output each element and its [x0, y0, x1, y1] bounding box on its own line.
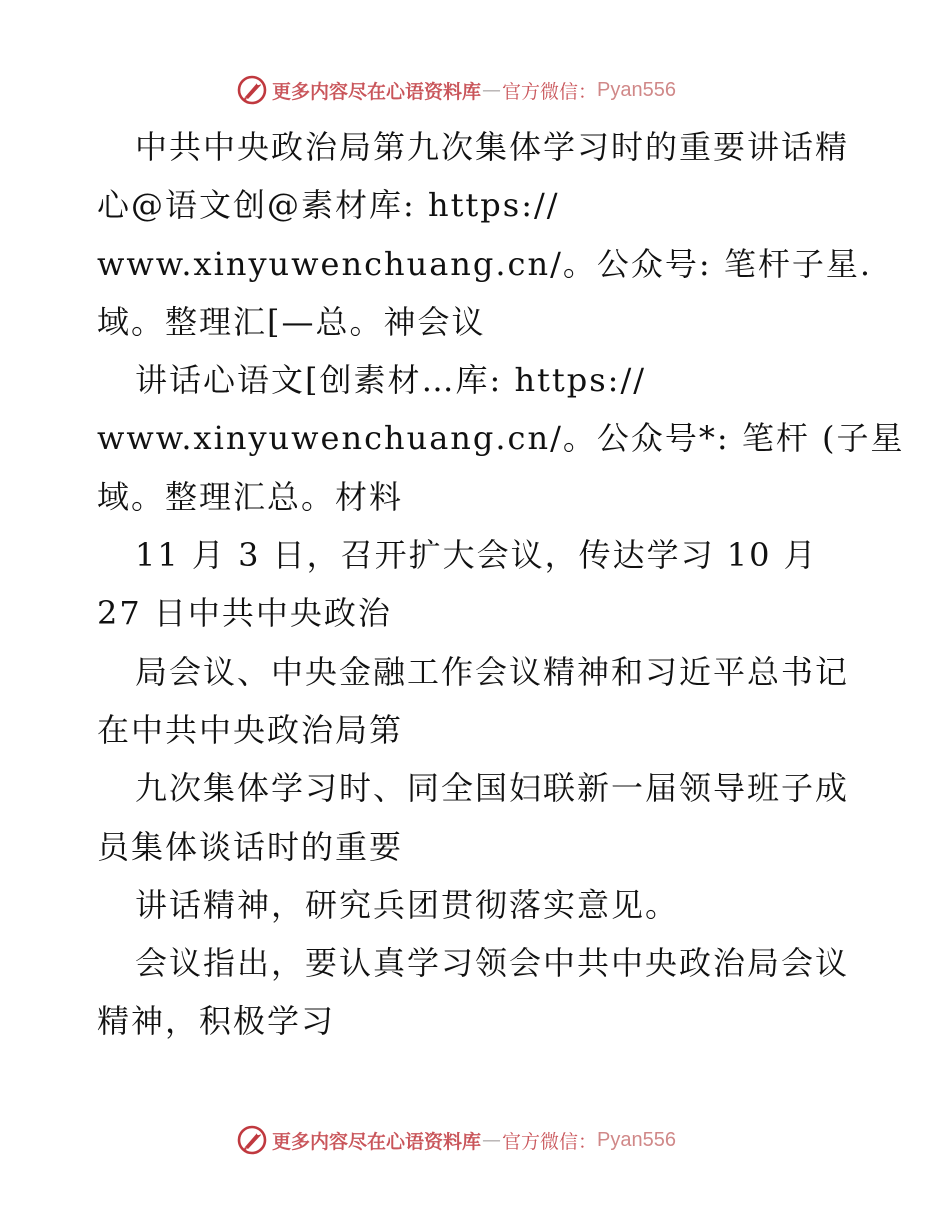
banner-separator: —	[482, 1129, 502, 1151]
banner-wechat-id: Pyan556	[597, 1128, 676, 1151]
banner-text: 更多内容尽在心语资料库	[272, 1130, 482, 1153]
text-line: 讲话心语文[创素材…库: https://	[135, 361, 647, 400]
text-line: 中共中央政治局第九次集体学习时的重要讲话精	[135, 128, 850, 166]
text-line: 在中共中央政治局第	[97, 710, 404, 749]
quill-pen-logo-icon	[236, 74, 268, 106]
banner-separator: —	[482, 79, 502, 101]
quill-pen-logo-icon	[236, 1124, 268, 1156]
banner-wechat-label: 官方微信：	[502, 1130, 598, 1153]
footer-watermark-banner	[236, 1122, 676, 1158]
text-line: 会议指出，要认真学习领会中共中央政治局会议	[135, 944, 850, 983]
text-line: 心@语文创@素材库: https://	[97, 186, 560, 225]
text-line: 讲话精神，研究兵团贯彻落实意见。	[135, 885, 680, 924]
banner-wechat-id: Pyan556	[597, 78, 676, 101]
header-watermark-banner	[236, 72, 676, 108]
text-line: 局会议、中央金融工作会议精神和习近平总书记	[135, 652, 850, 691]
text-line: 域。整理汇[—总。神会议	[97, 302, 486, 341]
text-line: www.xinyuwenchuang.cn/。公众号*: 笔杆 (子星	[97, 419, 905, 458]
text-line: 27 日中共中央政治	[97, 594, 392, 633]
text-line: 11 月 3 日，召开扩大会议，传达学习 10 月	[135, 536, 818, 575]
text-line: 精神，积极学习	[97, 1002, 336, 1041]
banner-text: 更多内容尽在心语资料库	[272, 80, 482, 103]
document-body	[97, 118, 905, 1051]
text-line: 域。整理汇总。材料	[97, 477, 404, 516]
text-line: www.xinyuwenchuang.cn/。公众号: 笔杆子星.	[97, 244, 872, 283]
banner-wechat-label: 官方微信：	[502, 80, 598, 103]
text-line: 九次集体学习时、同全国妇联新一届领导班子成	[135, 769, 850, 808]
text-line: 员集体谈话时的重要	[97, 827, 404, 866]
